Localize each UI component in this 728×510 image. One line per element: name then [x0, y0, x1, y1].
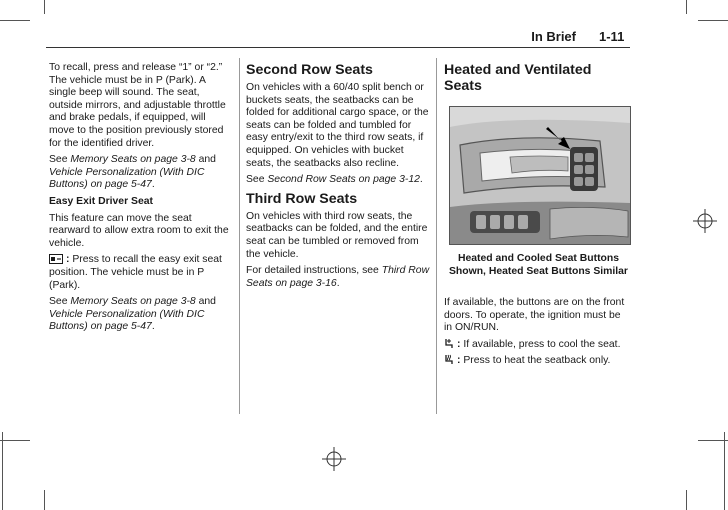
- easy-exit-heading: Easy Exit Driver Seat: [49, 195, 153, 207]
- vehicle-personalization-link[interactable]: Vehicle Personalization (With DIC Buttons) on page 5-47: [49, 166, 205, 191]
- easy-exit-seat-icon: [49, 254, 63, 264]
- memory-see-paragraph: [49, 154, 233, 192]
- cool-seat-paragraph: [444, 338, 628, 352]
- and-text: and: [195, 296, 216, 308]
- heat-text: Press to heat the seatback only.: [460, 355, 611, 367]
- memory-seats-link[interactable]: Memory Seats on page 3-8: [70, 154, 196, 166]
- registration-mark-right: [693, 209, 717, 233]
- memory-see-paragraph-2: [49, 296, 233, 334]
- see-prefix: See: [49, 296, 71, 308]
- heated-seats-text: [444, 297, 628, 371]
- figure-caption: Heated and Cooled Seat Buttons Shown, Heated Seat Buttons Similar: [449, 253, 628, 277]
- page-number: 1-11: [599, 29, 625, 44]
- recall-paragraph: To recall, press and release “1” or “2.” The vehicle must be in P (Park). A single beep will sound. The seat, outside mirrors, and adjustable throttle and brake pedals, if equipped, will move to the position previously stored for the identified driver.: [49, 62, 226, 149]
- cooled-seat-icon: [444, 338, 454, 349]
- crop-mark: [2, 432, 3, 510]
- second-row-heading: Second Row Seats: [246, 62, 373, 78]
- crop-mark: [686, 490, 687, 510]
- recall-text: Press to recall the easy exit seat position. The vehicle must be in P (Park).: [49, 254, 222, 291]
- detail-prefix: For detailed instructions, see: [246, 265, 382, 277]
- crop-mark: [0, 440, 30, 441]
- header-rule: [46, 47, 630, 48]
- and-text: and: [195, 154, 216, 166]
- easy-exit-paragraph: This feature can move the seat rearward to allow extra room to exit the vehicle.: [49, 212, 229, 249]
- period: .: [419, 174, 423, 186]
- third-row-seats-link[interactable]: Third Row Seats on page 3-16: [246, 265, 430, 289]
- crop-mark: [44, 0, 45, 14]
- third-row-paragraph: On vehicles with third row seats, the seatbacks can be folded, and the entire seat can be tumbled or removed from the vehicle.: [246, 210, 428, 260]
- heated-ventilated-heading: Heated and Ventilated Seats: [444, 62, 592, 94]
- colon: :: [66, 254, 70, 266]
- heat-seatback-paragraph: [444, 354, 628, 368]
- colon: :: [457, 338, 461, 350]
- memory-seats-link[interactable]: Memory Seats on page 3-8: [70, 296, 196, 308]
- registration-mark-bottom: [322, 447, 346, 471]
- third-row-heading: Third Row Seats: [246, 190, 358, 207]
- column-3: [444, 62, 628, 98]
- easy-exit-recall-paragraph: [49, 254, 233, 292]
- see-prefix: See: [49, 154, 71, 166]
- column-divider: [239, 58, 240, 414]
- period: .: [151, 179, 155, 191]
- heated-seatback-icon: [444, 354, 454, 365]
- vehicle-personalization-link[interactable]: Vehicle Personalization (With DIC Buttons) on page 5-47: [49, 308, 205, 333]
- column-divider: [436, 58, 437, 414]
- see-prefix: See: [246, 174, 268, 186]
- column-2: [246, 62, 430, 294]
- crop-mark: [698, 20, 728, 21]
- colon: :: [457, 355, 461, 367]
- cool-text: If available, press to cool the seat.: [460, 338, 621, 350]
- crop-mark: [0, 20, 30, 21]
- door-panel-illustration: [450, 107, 630, 244]
- crop-mark: [724, 432, 725, 510]
- availability-paragraph: If available, the buttons are on the front doors. To operate, the ignition must be in ON/RUN.: [444, 297, 625, 334]
- second-row-seats-link[interactable]: Second Row Seats on page 3-12: [267, 174, 420, 186]
- period: .: [151, 321, 155, 333]
- column-1: [49, 62, 233, 338]
- door-panel-figure: [449, 106, 631, 245]
- crop-mark: [44, 490, 45, 510]
- second-row-see-paragraph: [246, 174, 430, 187]
- section-title: In Brief: [531, 29, 576, 44]
- crop-mark: [686, 0, 687, 14]
- period: .: [336, 277, 340, 289]
- second-row-paragraph: On vehicles with a 60/40 split bench or buckets seats, the seatbacks can be folded for additional cargo space, or the seats can be folded and tumbled for easy entry/exit to the third row seats, if equipped. On vehicles with bucket seats, the seatbacks also recline.: [246, 82, 429, 169]
- third-row-detail-paragraph: [246, 265, 430, 290]
